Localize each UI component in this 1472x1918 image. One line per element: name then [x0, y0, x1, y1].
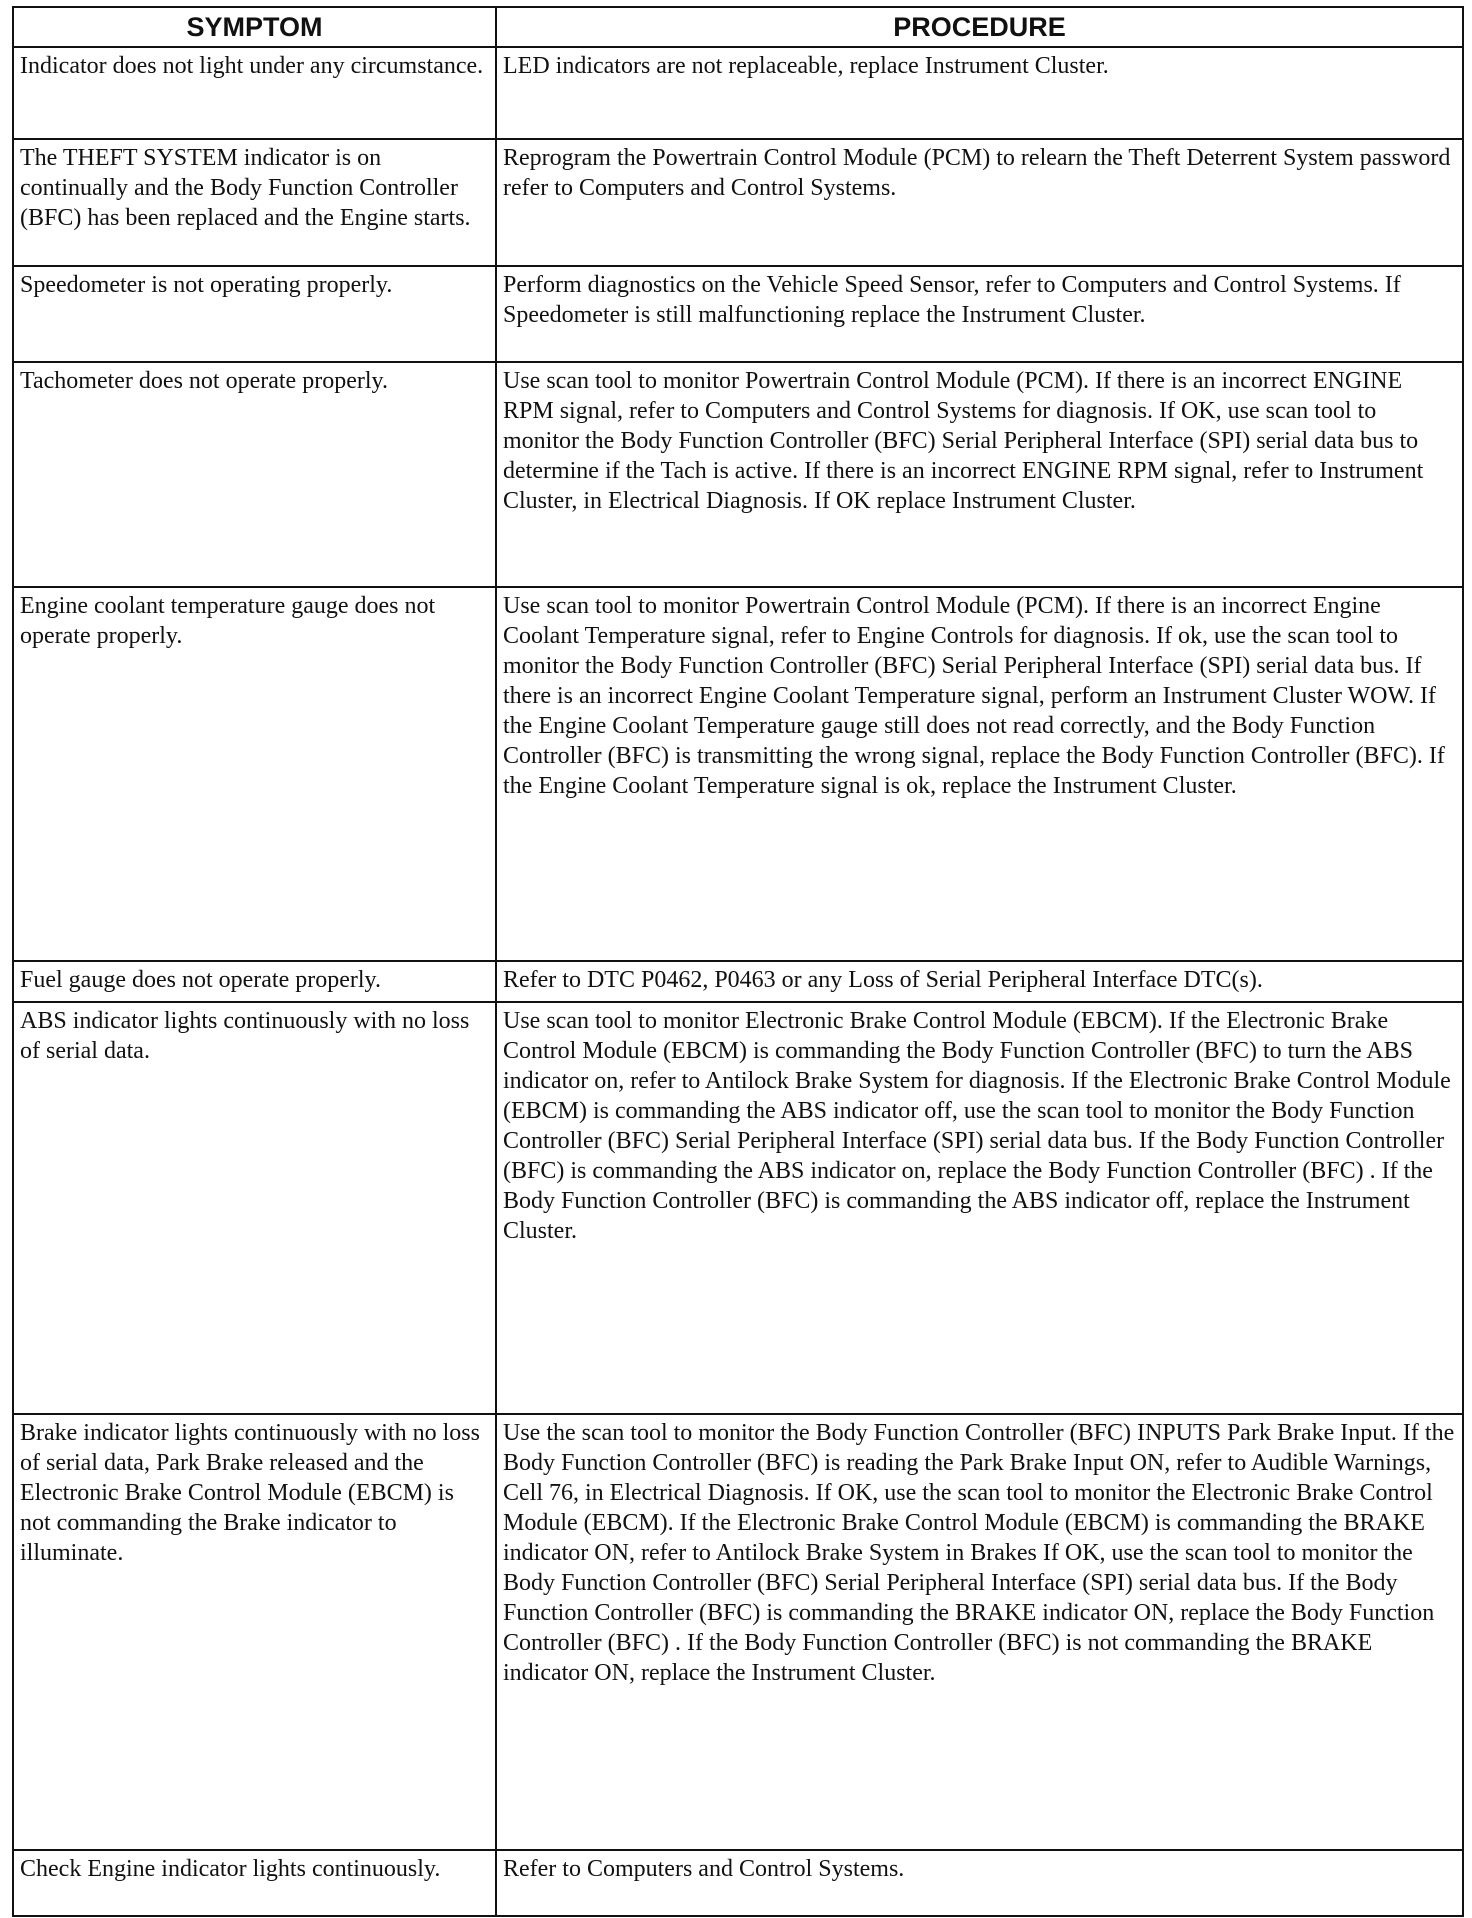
- procedure-cell: LED indicators are not replaceable, replace Instrument Cluster.: [496, 47, 1463, 139]
- symptom-header: SYMPTOM: [13, 7, 496, 47]
- symptom-cell: The THEFT SYSTEM indicator is on continually and the Body Function Controller (BFC) has been replaced and the Engine starts.: [13, 139, 496, 266]
- procedure-cell: Use scan tool to monitor Powertrain Control Module (PCM). If there is an incorrect ENGINE RPM signal, refer to Computers and Control Systems for diagnosis. If OK, use scan tool to monitor the Body Function Controller (BFC) Serial Peripheral Interface (SPI) serial data bus to determine if the Tach is active. If there is an incorrect ENGINE RPM signal, refer to Instrument Cluster, in Electrical Diagnosis. If OK replace Instrument Cluster.: [496, 362, 1463, 587]
- procedure-cell: Reprogram the Powertrain Control Module (PCM) to relearn the Theft Deterrent System password refer to Computers and Control Systems.: [496, 139, 1463, 266]
- table-row: [13, 266, 1463, 362]
- procedure-cell: Perform diagnostics on the Vehicle Speed Sensor, refer to Computers and Control Systems. If Speedometer is still malfunctioning replace the Instrument Cluster.: [496, 266, 1463, 362]
- symptom-cell: Tachometer does not operate properly.: [13, 362, 496, 587]
- table-row: [13, 139, 1463, 266]
- symptom-procedure-table: [12, 6, 1464, 1917]
- procedure-cell: Refer to Computers and Control Systems.: [496, 1850, 1463, 1916]
- table-row: [13, 1002, 1463, 1414]
- header-row: [13, 7, 1463, 47]
- symptom-cell: Check Engine indicator lights continuously.: [13, 1850, 496, 1916]
- procedure-cell: Use scan tool to monitor Electronic Brake Control Module (EBCM). If the Electronic Brake Control Module (EBCM) is commanding the Body Function Controller (BFC) to turn the ABS indicator on, refer to Antilock Brake System for diagnosis. If the Electronic Brake Control Module (EBCM) is commanding the ABS indicator off, use the scan tool to monitor the Body Function Controller (BFC) Serial Peripheral Interface (SPI) serial data bus. If the Body Function Controller (BFC) is commanding the ABS indicator on, replace the Body Function Controller (BFC) . If the Body Function Controller (BFC) is commanding the ABS indicator off, replace the Instrument Cluster.: [496, 1002, 1463, 1414]
- symptom-cell: Fuel gauge does not operate properly.: [13, 961, 496, 1002]
- procedure-cell: Refer to DTC P0462, P0463 or any Loss of Serial Peripheral Interface DTC(s).: [496, 961, 1463, 1002]
- symptom-cell: Indicator does not light under any circumstance.: [13, 47, 496, 139]
- procedure-cell: Use scan tool to monitor Powertrain Control Module (PCM). If there is an incorrect Engine Coolant Temperature signal, refer to Engine Controls for diagnosis. If ok, use the scan tool to monitor the Body Function Controller (BFC) Serial Peripheral Interface (SPI) serial data bus. If there is an incorrect Engine Coolant Temperature signal, perform an Instrument Cluster WOW. If the Engine Coolant Temperature gauge still does not read correctly, and the Body Function Controller (BFC) is transmitting the wrong signal, replace the Body Function Controller (BFC). If the Engine Coolant Temperature signal is ok, replace the Instrument Cluster.: [496, 587, 1463, 961]
- symptom-cell: Engine coolant temperature gauge does not operate properly.: [13, 587, 496, 961]
- symptom-cell: Brake indicator lights continuously with no loss of serial data, Park Brake released and the Electronic Brake Control Module (EBCM) is not commanding the Brake indicator to illuminate.: [13, 1414, 496, 1850]
- table-row: [13, 1850, 1463, 1916]
- table-row: [13, 362, 1463, 587]
- procedure-cell: Use the scan tool to monitor the Body Function Controller (BFC) INPUTS Park Brake Input. If the Body Function Controller (BFC) is reading the Park Brake Input ON, refer to Audible Warnings, Cell 76, in Electrical Diagnosis. If OK, use the scan tool to monitor the Electronic Brake Control Module (EBCM). If the Electronic Brake Control Module (EBCM) is commanding the BRAKE indicator ON, refer to Antilock Brake System in Brakes If OK, use the scan tool to monitor the Body Function Controller (BFC) Serial Peripheral Interface (SPI) serial data bus. If the Body Function Controller (BFC) is commanding the BRAKE indicator ON, replace the Body Function Controller (BFC) . If the Body Function Controller (BFC) is not commanding the BRAKE indicator ON, replace the Instrument Cluster.: [496, 1414, 1463, 1850]
- document-page: [12, 6, 1462, 1917]
- table-row: [13, 47, 1463, 139]
- table-row: [13, 1414, 1463, 1850]
- symptom-cell: ABS indicator lights continuously with no loss of serial data.: [13, 1002, 496, 1414]
- procedure-header: PROCEDURE: [496, 7, 1463, 47]
- table-row: [13, 587, 1463, 961]
- symptom-cell: Speedometer is not operating properly.: [13, 266, 496, 362]
- table-row: [13, 961, 1463, 1002]
